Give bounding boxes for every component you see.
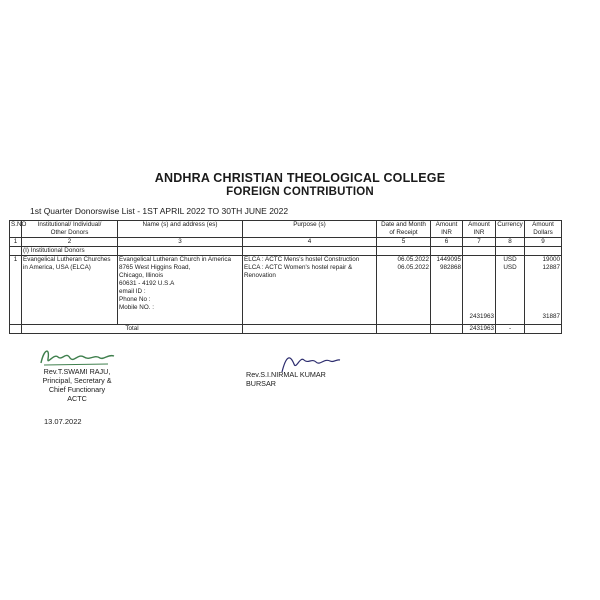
row-sno: 1 xyxy=(10,256,22,325)
subtotal-inr: 2431963 xyxy=(469,313,494,320)
address-line: 60631 - 4192 U.S.A xyxy=(119,280,175,287)
header-inr2: INR xyxy=(473,229,485,236)
header-inr1: INR xyxy=(441,229,452,236)
header-amount-dollars xyxy=(525,221,562,238)
principal-signature xyxy=(38,345,120,369)
row-purpose xyxy=(243,256,377,325)
address-line: email ID : xyxy=(119,288,146,295)
purpose-line: ELCA : ACTC Mens's hostel Construction xyxy=(244,256,360,263)
row-donor xyxy=(22,256,118,325)
principal-name: Rev.T.SWAMI RAJU, xyxy=(43,367,111,376)
address-line: Chicago, Illinois xyxy=(119,272,164,279)
receipt-date: 06.05.2022 xyxy=(397,264,429,271)
header-amount1: Amount xyxy=(435,221,458,228)
column-number-row xyxy=(10,238,562,247)
row-dates xyxy=(377,256,431,325)
row-amounts-usd xyxy=(525,256,562,325)
address-line: Phone No : xyxy=(119,296,151,303)
principal-block xyxy=(32,367,122,403)
address-line: Mobile NO. : xyxy=(119,304,154,311)
header-sno: S.NO xyxy=(10,221,22,238)
col-number: 8 xyxy=(496,238,525,247)
amount-inr: 982868 xyxy=(439,264,461,271)
row-currency xyxy=(496,256,525,325)
principal-role: Chief Functionary xyxy=(48,385,106,394)
total-currency-mark: - xyxy=(496,325,525,334)
amount-inr: 1449095 xyxy=(436,256,461,263)
document-subtitle: FOREIGN CONTRIBUTION xyxy=(226,186,374,198)
col-number: 5 xyxy=(377,238,431,247)
header-date xyxy=(377,221,431,238)
total-label: Total xyxy=(22,325,243,334)
header-dollars: Dollars xyxy=(533,229,553,236)
header-institutional: Institutional/ Individual/ xyxy=(37,221,102,228)
col-number: 2 xyxy=(22,238,118,247)
purpose-line: ELCA : ACTC Women's hostel repair & xyxy=(244,264,353,271)
table-row xyxy=(10,256,562,325)
row-address xyxy=(118,256,243,325)
principal-org: ACTC xyxy=(67,394,87,403)
purpose-line: Renovation xyxy=(244,272,276,279)
college-title: ANDHRA CHRISTIAN THEOLOGICAL COLLEGE xyxy=(154,171,446,185)
amount-usd: 19000 xyxy=(542,256,560,263)
total-row xyxy=(10,325,562,334)
bursar-title: BURSAR xyxy=(246,379,276,388)
col-number: 4 xyxy=(243,238,377,247)
donor-table xyxy=(9,220,562,334)
subtotal-usd: 31887 xyxy=(542,313,560,320)
section-label: (I) Institutional Donors xyxy=(22,247,118,256)
header-purpose: Purpose (s) xyxy=(243,221,377,238)
list-title: 1st Quarter Donorswise List - 1ST APRIL 2022 TO 30TH JUNE 2022 xyxy=(30,206,289,216)
col-number: 3 xyxy=(118,238,243,247)
header-other-donors: Other Donors xyxy=(50,229,89,236)
principal-title: Principal, Secretary & xyxy=(42,376,112,385)
header-amount2: Amount xyxy=(468,221,490,228)
header-date-line2: of Receipt xyxy=(389,229,418,236)
header-amount-inr-1 xyxy=(431,221,463,238)
total-inr: 2431963 xyxy=(463,325,496,334)
header-names: Name (s) and address (es) xyxy=(118,221,243,238)
currency-code: USD xyxy=(503,256,517,263)
col-number: 9 xyxy=(525,238,562,247)
address-line: 8765 West Higgins Road, xyxy=(119,264,191,271)
header-amount3: Amount xyxy=(532,221,554,228)
receipt-date: 06.05.2022 xyxy=(397,256,429,263)
header-amount-inr-2 xyxy=(463,221,496,238)
row-amounts-inr xyxy=(431,256,463,325)
header-currency: Currency xyxy=(496,221,525,238)
donor-line: Evangelical Lutheran Churches xyxy=(23,256,111,263)
col-number: 1 xyxy=(10,238,22,247)
table-header-row xyxy=(10,221,562,238)
col-number: 7 xyxy=(463,238,496,247)
bursar-name: Rev.S.I.NIRMAL KUMAR xyxy=(246,370,326,379)
col-number: 6 xyxy=(431,238,463,247)
amount-usd: 12887 xyxy=(542,264,560,271)
section-row xyxy=(10,247,562,256)
header-date-line1: Date and Month xyxy=(381,221,426,228)
row-subtotal-inr xyxy=(463,256,496,325)
address-line: Evangelical Lutheran Church in America xyxy=(119,256,232,263)
signature-date: 13.07.2022 xyxy=(44,417,82,426)
currency-code: USD xyxy=(503,264,517,271)
bursar-block xyxy=(246,370,326,388)
donor-line: in America, USA (ELCA) xyxy=(23,264,91,271)
header-donor-type xyxy=(22,221,118,238)
